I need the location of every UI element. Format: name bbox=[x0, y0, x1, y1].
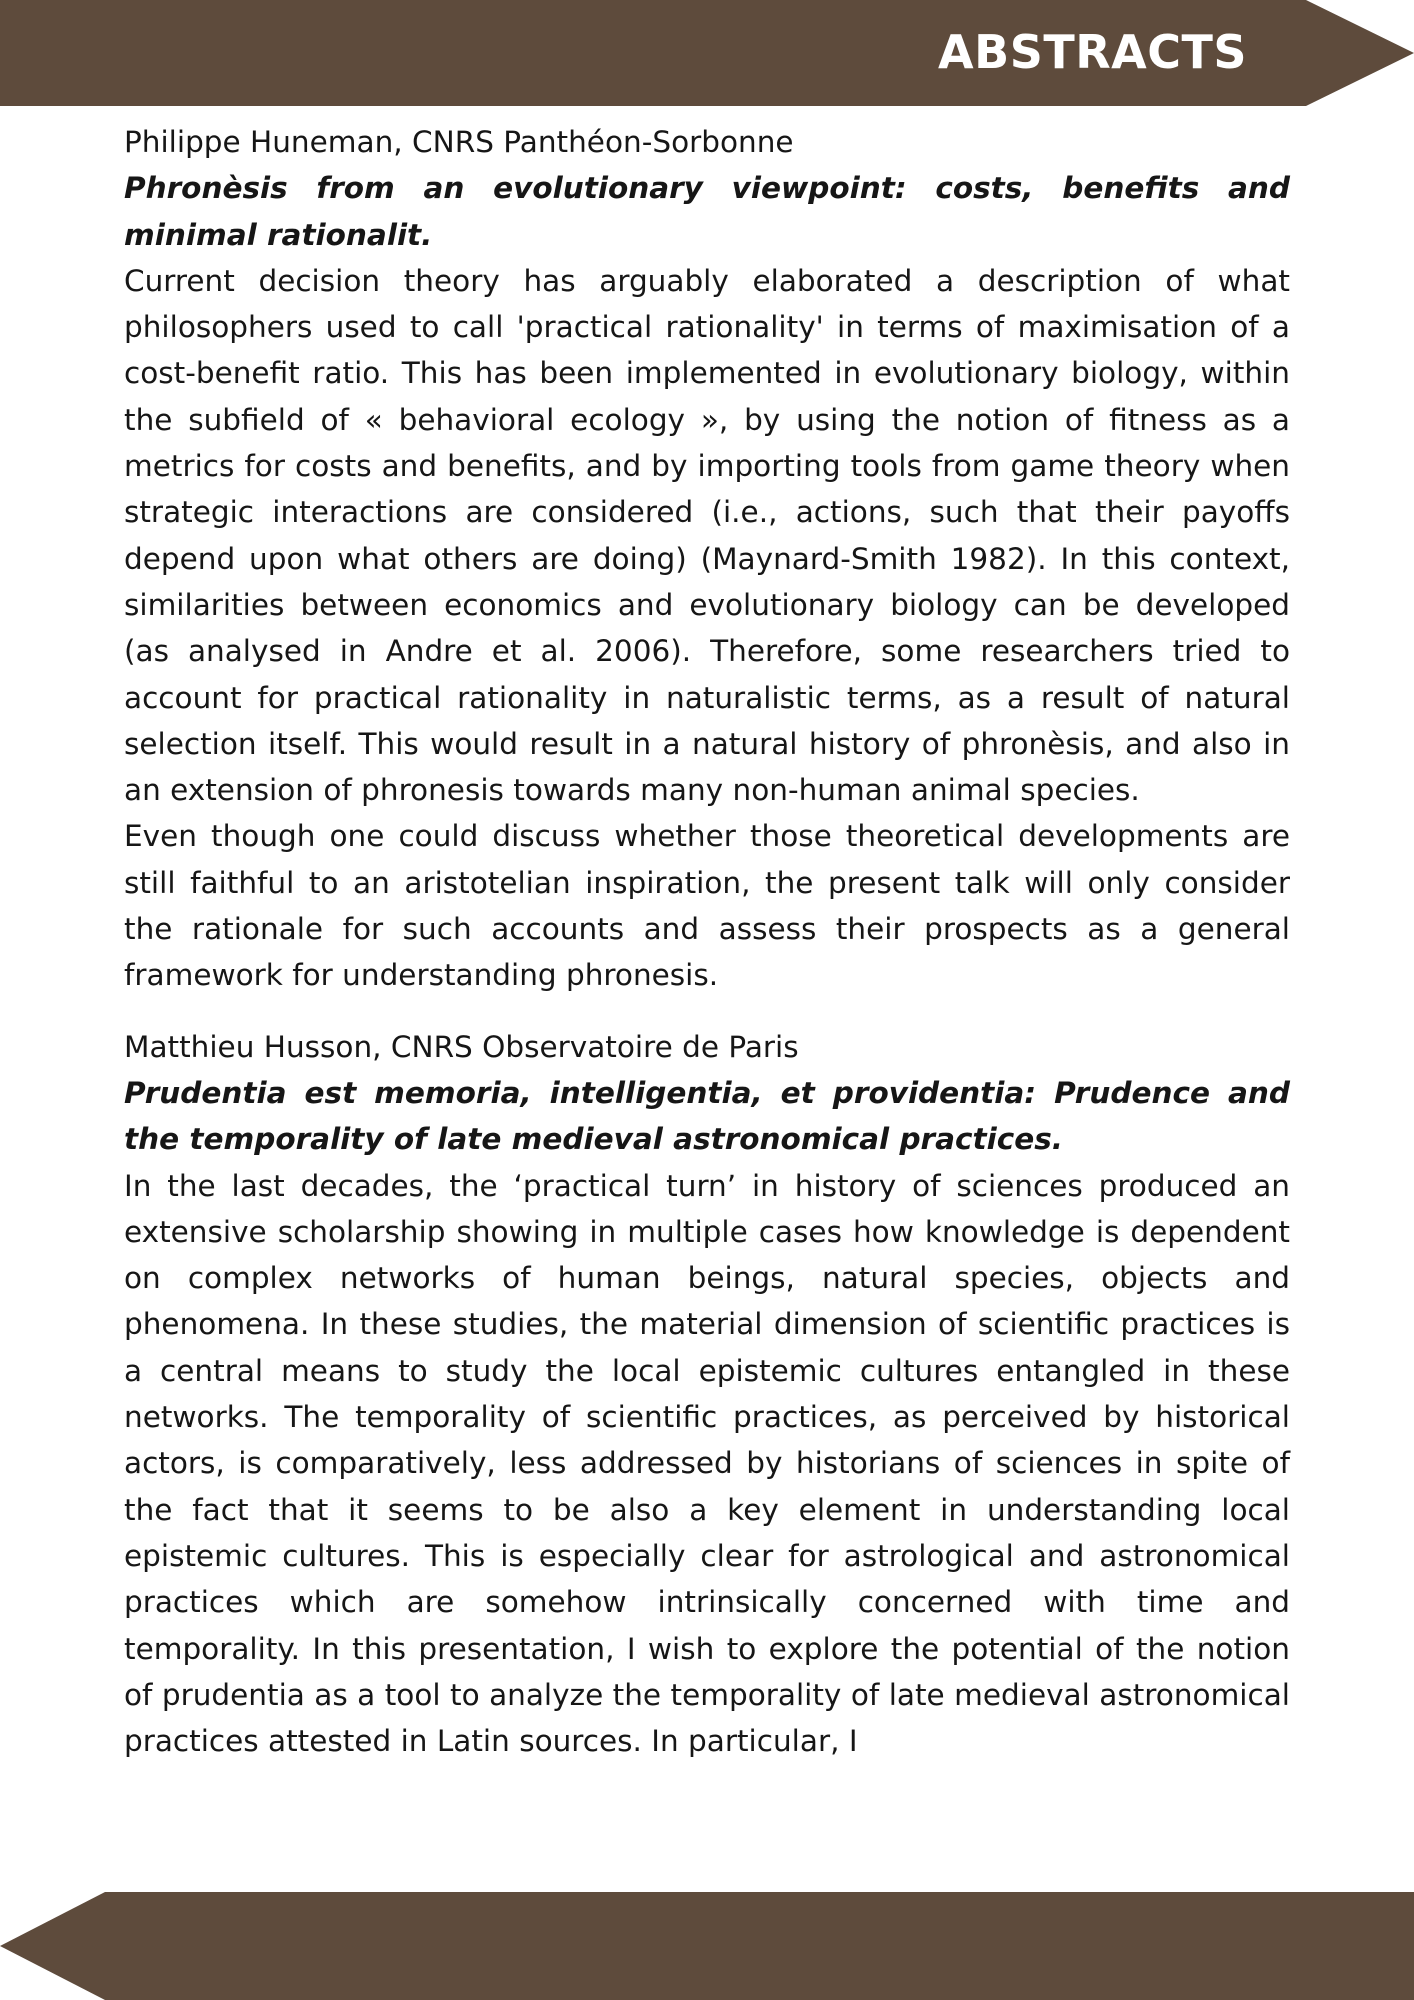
abstract-body bbox=[124, 1163, 1290, 1765]
page-title: ABSTRACTS bbox=[938, 25, 1247, 79]
abstract-paragraph: Current decision theory has arguably elaborated a description of what philosophers used to call 'practical rationality' in terms of maximisation of a cost-benefit ratio. This has been implemented in evolutionary biology, within the subfield of « behavioral ecology », by using the notion of fitness as a metrics for costs and benefits, and by importing tools from game theory when strategic interactions are considered (i.e., actions, such that their payoffs depend upon what others are doing) (Maynard-Smith 1982). In this context, similarities between economics and evolutionary biology can be developed (as analysed in Andre et al. 2006). Therefore, some researchers tried to account for practical rationality in naturalistic terms, as a result of natural selection itself. This would result in a natural history of phronèsis, and also in an extension of phronesis towards many non-human animal species. bbox=[124, 263, 1290, 808]
abstract-body bbox=[124, 258, 1290, 999]
footer-arrow-shape bbox=[0, 1892, 1414, 2000]
abstract-huneman bbox=[124, 119, 1290, 999]
abstract-author: Philippe Huneman, CNRS Panthéon-Sorbonne bbox=[124, 125, 794, 159]
abstract-paragraph: Even though one could discuss whether those theoretical developments are still faithful to an aristotelian inspiration, the present talk will only consider the rationale for such accounts and assess their prospects as a general framework for understanding phronesis. bbox=[124, 819, 1290, 993]
abstract-husson bbox=[124, 1024, 1290, 1765]
header-banner bbox=[0, 0, 1414, 106]
footer-banner bbox=[0, 1892, 1414, 2000]
abstract-paragraph: In the last decades, the ‘practical turn’ in history of sciences produced an extensive scholarship showing in multiple cases how knowledge is dependent on complex networks of human beings, natural species, objects and phenomena. In these studies, the material dimension of scientific practices is a central means to study the local epistemic cultures entangled in these networks. The temporality of scientific practices, as perceived by historical actors, is comparatively, less addressed by historians of sciences in spite of the fact that it seems to be also a key element in understanding local epistemic cultures. This is especially clear for astrological and astronomical practices which are somehow intrinsically concerned with time and temporality. In this presentation, I wish to explore the potential of the notion of prudentia as a tool to analyze the temporality of late medieval astronomical practices attested in Latin sources. In particular, I bbox=[124, 1168, 1290, 1759]
abstract-author: Matthieu Husson, CNRS Observatoire de Paris bbox=[124, 1029, 799, 1064]
abstracts-content bbox=[124, 119, 1290, 1789]
abstract-title: Prudentia est memoria, intelligentia, et providentia: Prudence and the temporality of late medieval astronomical practices. bbox=[124, 1075, 1290, 1157]
abstract-title: Phronèsis from an evolutionary viewpoint: costs, benefits and minimal rationalit. bbox=[124, 171, 1290, 252]
